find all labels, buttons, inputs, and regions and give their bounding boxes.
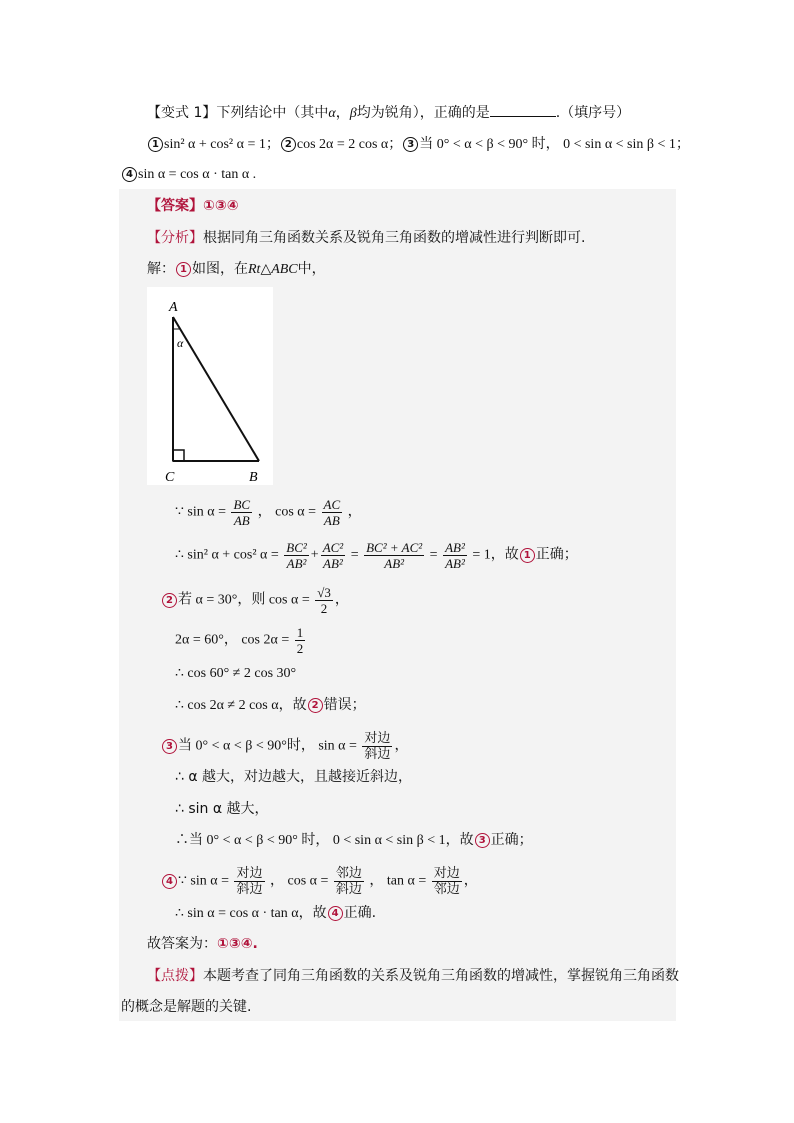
- label-c: C: [165, 470, 175, 485]
- answer-line: 【答案】①③④: [147, 198, 239, 214]
- variant-tag: 【变式 1】: [147, 105, 217, 121]
- circled-3: 3: [403, 137, 418, 152]
- options-line-1: 1 sin² α + cos² α = 1； 2 cos 2α = 2 cos α； 3 当 0° < α < β < 90° 时， 0 < sin α < sin β < 1；: [147, 134, 690, 155]
- step-2: ∴ sin² α + cos² α = $\frac{\text{BC²}}{\text{AB²}}$ + $\frac{\text{AC²}}{\text{AB²}}$ = $\frac{\text{BC² + AC²}}{\text{AB²}}$ = $\frac{\text{AB²}}{\text{AB²}}$ = 1，故 1 正确；: [175, 540, 578, 571]
- step-7: 3 当 0° < α < β < 90°时， sin α = $\frac{\text{对边}}{\text{斜边}}$ ，: [161, 731, 408, 762]
- solution-intro: 解： 1 如图，在Rt△ABC中，: [147, 261, 326, 277]
- step-9: ∴ sin α 越大，: [175, 801, 269, 817]
- step-8: ∴ α 越大，对边越大，且越接近斜边，: [175, 769, 413, 785]
- label-b: B: [249, 470, 258, 485]
- tip-line-2: 的概念是解题的关键.: [121, 999, 252, 1015]
- step-5: ∴ cos 60° ≠ 2 cos 30°: [175, 666, 297, 681]
- circled-4: 4: [122, 167, 137, 182]
- step-6: ∴ cos 2α ≠ 2 cos α，故 2 错误；: [175, 697, 366, 713]
- answer-value: ①③④: [203, 198, 239, 214]
- final-answer: 故答案为：①③④.: [147, 936, 258, 952]
- step-12: ∴ sin α = cos α · tan α，故 4 正确.: [175, 905, 377, 921]
- analysis-line: 【分析】根据同角三角函数关系及锐角三角函数的增减性进行判断即可.: [147, 230, 586, 246]
- answer-blank: [490, 104, 556, 117]
- circled-1: 1: [148, 137, 163, 152]
- triangle-figure: [147, 287, 273, 485]
- step-10: ∴当 0° < α < β < 90° 时， 0 < sin α < sin β < 1，故 3 正确；: [175, 832, 533, 848]
- options-line-2: 4 sin α = cos α · tan α .: [121, 164, 256, 185]
- side-ab: [173, 317, 259, 461]
- label-a: A: [169, 300, 178, 315]
- circled-2: 2: [281, 137, 296, 152]
- step-11: 4 ∵ sin α = $\frac{\text{对边}}{\text{斜边}}$ ， cos α = $\frac{\text{邻边}}{\text{斜边}}$ ， tan α = $\frac{\text{对边}}{\text{邻边}}$ ，: [161, 866, 478, 897]
- label-alpha: α: [177, 336, 184, 350]
- right-angle-mark: [173, 450, 184, 461]
- right-triangle-diagram: [147, 287, 273, 485]
- tip-line-1: 【点拨】本题考查了同角三角函数的关系及锐角三角函数的增减性，掌握锐角三角函数: [147, 968, 679, 984]
- question-line: 【变式 1】下列结论中（其中α，β均为锐角），正确的是 .（填序号）: [147, 105, 631, 121]
- step-4: 2α = 60°， cos 2α = $\frac{1}{2}$: [175, 625, 304, 656]
- step-3: 2 若 α = 30°，则 cos α = $\frac{√3}{2}$ ，: [161, 585, 349, 616]
- step-1: ∵ sin α = $\frac{BC}{AB}$ ， cos α = $\frac{AC}{AB}$ ，: [175, 497, 362, 528]
